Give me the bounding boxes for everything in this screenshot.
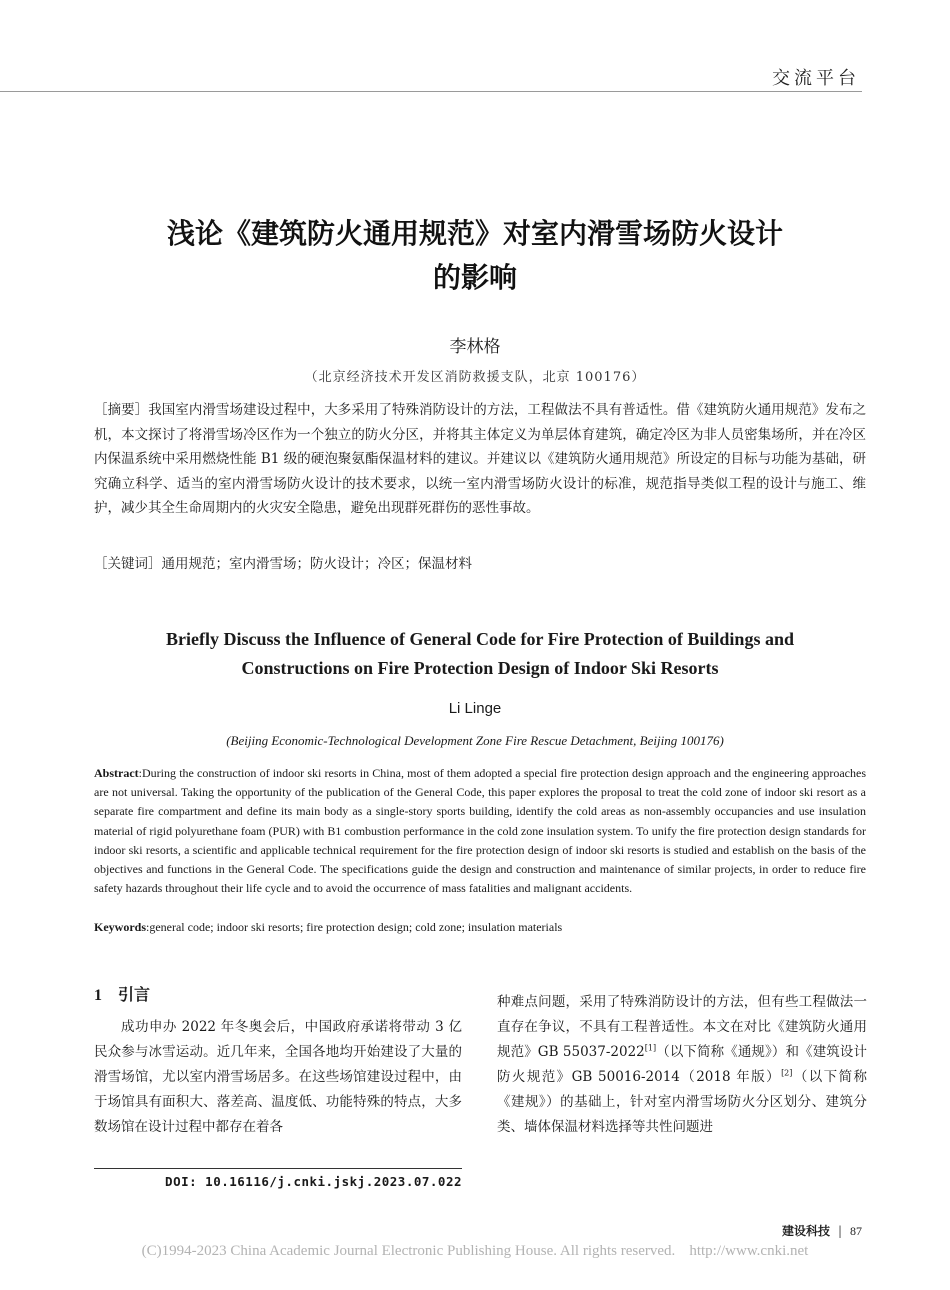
author-chinese: 李林格	[449, 337, 501, 357]
header-divider	[0, 91, 862, 92]
abstract-english-label: Abstract	[94, 766, 139, 780]
abstract-chinese-text: 我国室内滑雪场建设过程中，大多采用了特殊消防设计的方法，工程做法不具有普适性。借《建筑防火通用规范》发布之机，本文探讨了将滑雪场冷区作为一个独立的防火分区，并将其主体定义为单层体育建筑，确定冷区为非人员密集场所，并在冷区内保温系统中采用燃烧性能 B1 级的硬泡聚氨酯保温材料的建议。并建议以《建筑防火通用规范》所设定的目标与功能为基础，研究确立科学、适当的室内滑雪场防火设计的技术要求，以统一室内滑雪场防火设计的标准，规范指导类似工程的设计与施工、维护，减少其全生命周期内的火灾安全隐患，避免出现群死群伤的恶性事故。	[94, 402, 867, 516]
keywords-chinese-label: ［关键词］	[94, 556, 162, 572]
abstract-chinese-label: ［摘要］	[94, 402, 149, 418]
title-english-line1: Briefly Discuss the Influence of General Code for Fire Protection of Buildings and	[166, 629, 794, 649]
title-english	[100, 625, 860, 683]
keywords-english-label: Keywords	[94, 920, 146, 934]
keywords-english-text: :general code; indoor ski resorts; fire protection design; cold zone; insulation materials	[146, 920, 563, 934]
doi-label: DOI: 10.16116/j.cnki.jskj.2023.07.022	[165, 1174, 462, 1189]
section-number: 1	[94, 987, 102, 1004]
title-chinese-line2: 的影响	[432, 261, 517, 294]
section-title: 引言	[118, 985, 151, 1004]
page-footer	[782, 1222, 862, 1239]
copyright-watermark	[0, 1243, 950, 1260]
keywords-chinese-text: 通用规范；室内滑雪场；防火设计；冷区；保温材料	[161, 556, 472, 572]
body-left-column: 成功申办 2022 年冬奥会后，中国政府承诺将带动 3 亿民众参与冰雪运动。近几年来，全国各地均开始建设了大量的滑雪场馆，尤以室内滑雪场居多。在这些场馆建设过程中，由于场馆具有面积大、落差高、温度低、功能特殊的特点，大多数场馆在设计过程中都存在着各	[94, 1019, 462, 1135]
abstract-english	[94, 764, 866, 898]
keywords-english	[94, 918, 866, 937]
copyright-url[interactable]: http://www.cnki.net	[689, 1243, 809, 1259]
section-heading	[94, 982, 150, 1005]
title-chinese-line1: 浅论《建筑防火通用规范》对室内滑雪场防火设计	[166, 217, 783, 250]
copyright-text: (C)1994-2023 China Academic Journal Electronic Publishing House. All rights reserved.	[141, 1243, 676, 1259]
affiliation-chinese: （北京经济技术开发区消防救援支队，北京 100176）	[304, 370, 646, 385]
journal-name: 建设科技	[781, 1224, 830, 1238]
footer-separator: |	[837, 1224, 842, 1238]
abstract-chinese	[94, 398, 866, 521]
author-english: Li Linge	[448, 700, 502, 717]
keywords-chinese	[94, 552, 866, 576]
body-right-column	[497, 990, 867, 1140]
abstract-english-text: :During the construction of indoor ski resorts in China, most of them adopted a special fire protection design approach and the engineering approaches are not universal. Taking the opportunity of the publication of the General Code, this paper explores the proposal to treat the cold zone of indoor ski resort as a separate fire compartment and define its main body as a single-story sports building, identify the cold areas as non-assembly occupancies and use insulation material of rigid polyurethane foam (PUR) with B1 combustion performance in the cold zone insulation system. To unify the fire protection design standards for indoor ski resorts, a scientific and applicable technical requirement for the fire protection design of indoor ski resorts is studied and establish on the basis of the objectives and functions in the General Code. The specifications guide the design and construction and maintenance of similar projects, in order to reduce fire safety hazards throughout their life cycle and to avoid the occurrence of mass fatalities and malignant accidents.	[94, 766, 866, 896]
section-label: 交流平台	[772, 68, 860, 89]
reference-2[interactable]: [2]	[781, 1068, 793, 1078]
title-english-line2: Constructions on Fire Protection Design of Indoor Ski Resorts	[241, 658, 719, 678]
body-right-text-2: （以下简称《通规》）和《建筑设计防火规范》GB 50016-2014（2018 年版）	[497, 1044, 867, 1085]
doi-divider	[94, 1168, 462, 1169]
title-chinese	[60, 212, 890, 300]
reference-1[interactable]: [1]	[644, 1043, 657, 1053]
page-number: 87	[850, 1224, 862, 1238]
affiliation-english: (Beijing Economic-Technological Development Zone Fire Rescue Detachment, Beijing 100176)	[226, 733, 724, 748]
body-right-text-1: 种难点问题，采用了特殊消防设计的方法，但有些工程做法一直存在争议，不具有工程普适性。本文在对比《建筑防火通用规范》GB 55037-2022	[497, 994, 867, 1060]
body-right-text-3: （以下简称《建规》）的基础上，针对室内滑雪场防火分区划分、建筑分类、墙体保温材料选择等共性问题进	[497, 1069, 868, 1135]
